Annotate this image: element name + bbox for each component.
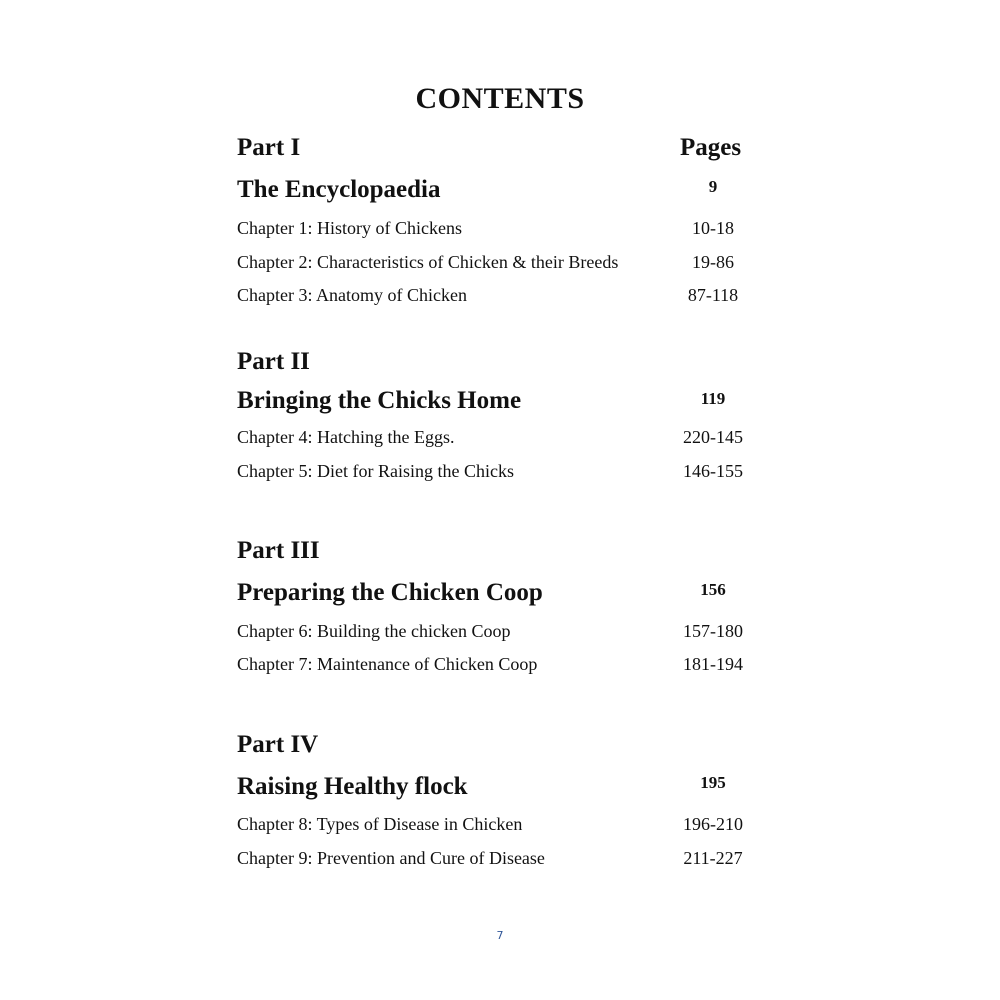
chapter-6-title: Chapter 6: Building the chicken Coop — [237, 621, 511, 641]
part-2-label: Part II — [237, 348, 310, 375]
chapter-5-title: Chapter 5: Diet for Raising the Chicks — [237, 461, 514, 481]
pages-column-header: Pages — [680, 134, 742, 161]
part-4-page: 195 — [700, 773, 726, 792]
chapter-8-title: Chapter 8: Types of Disease in Chicken — [237, 814, 523, 834]
contents-heading: CONTENTS — [415, 82, 585, 115]
part-2-page: 119 — [700, 389, 726, 408]
part-4-title: Raising Healthy flock — [237, 773, 468, 800]
part-3-title: Preparing the Chicken Coop — [237, 579, 543, 606]
chapter-7-pages: 181-194 — [683, 654, 743, 674]
chapter-9-pages: 211-227 — [683, 848, 743, 868]
part-1-page: 9 — [708, 177, 718, 196]
chapter-6-pages: 157-180 — [683, 621, 743, 641]
chapter-1-title: Chapter 1: History of Chickens — [237, 218, 462, 238]
part-2-title: Bringing the Chicks Home — [237, 387, 522, 414]
chapter-4-title: Chapter 4: Hatching the Eggs. — [237, 427, 455, 447]
chapter-7-title: Chapter 7: Maintenance of Chicken Coop — [237, 654, 538, 674]
chapter-3-title: Chapter 3: Anatomy of Chicken — [237, 285, 467, 305]
part-3-page: 156 — [700, 580, 726, 599]
chapter-9-title: Chapter 9: Prevention and Cure of Disease — [237, 848, 545, 868]
chapter-2-title: Chapter 2: Characteristics of Chicken & their Breeds — [237, 252, 619, 272]
chapter-8-pages: 196-210 — [683, 814, 743, 834]
chapter-4-pages: 220-145 — [683, 427, 743, 447]
part-4-label: Part IV — [237, 731, 319, 758]
page-number: 7 — [496, 929, 504, 942]
part-1-label: Part I — [237, 134, 301, 161]
chapter-5-pages: 146-155 — [683, 461, 743, 481]
chapter-2-pages: 19-86 — [692, 252, 734, 272]
part-1-title: The Encyclopaedia — [237, 176, 441, 203]
chapter-3-pages: 87-118 — [687, 285, 739, 305]
part-3-label: Part III — [237, 537, 320, 564]
chapter-1-pages: 10-18 — [692, 218, 734, 238]
